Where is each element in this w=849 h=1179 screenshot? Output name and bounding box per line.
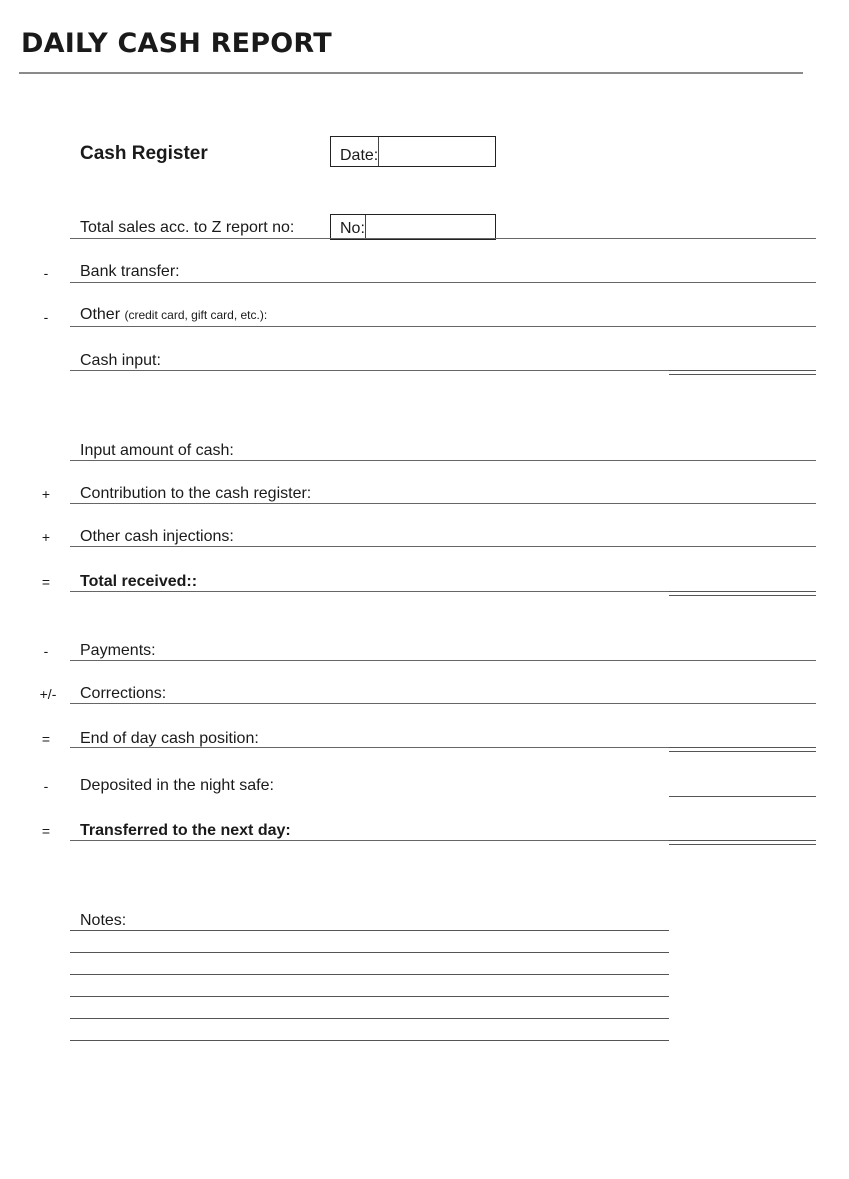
contribution-amount[interactable] [669,481,820,503]
input-amount-of-cash[interactable] [669,438,820,460]
deposited-label: Deposited in the night safe: [80,777,274,794]
other-line [70,326,816,327]
end-of-day-sign: = [41,731,51,747]
contribution-sign: + [41,486,51,502]
other-label-group [80,306,267,324]
section-title-cash-register: Cash Register [80,143,208,164]
cash-input-label: Cash input: [80,352,161,369]
total-sales-label: Total sales acc. to Z report no: [80,219,295,236]
transferred-label: Transferred to the next day: [80,822,291,839]
end-of-day-label: End of day cash position: [80,730,259,747]
total-sales-amount[interactable] [669,216,820,238]
input-amount-label: Input amount of cash: [80,442,234,459]
payments-line [70,660,816,661]
end-of-day-amount[interactable] [669,725,820,747]
transferred-total-underline [669,840,816,845]
notes-line[interactable] [70,996,669,997]
deposited-sign: - [43,778,49,794]
title-divider [19,72,803,74]
corrections-amount[interactable] [669,681,820,703]
transferred-amount[interactable] [669,818,820,840]
bank-transfer-sign: - [43,265,49,281]
total-sales-line [70,238,816,239]
bank-transfer-amount[interactable] [669,260,820,282]
total-received-label: Total received:: [80,573,198,590]
contribution-label: Contribution to the cash register: [80,485,312,502]
payments-label: Payments: [80,642,156,659]
payments-sign: - [43,643,49,659]
notes-line[interactable] [70,974,669,975]
corrections-label: Corrections: [80,685,167,702]
z-report-number-label: No: [331,215,366,239]
total-received-total-underline [669,591,816,596]
other-injections-line [70,546,816,547]
total-received-amount[interactable] [669,569,820,591]
bank-transfer-line [70,282,816,283]
contribution-line [70,503,816,504]
notes-line[interactable] [70,1040,669,1041]
corrections-line [70,703,816,704]
page-title: DAILY CASH REPORT [21,28,332,59]
notes-line[interactable] [70,930,669,931]
input-amount-line [70,460,816,461]
end-of-day-total-underline [669,747,816,752]
deposited-amount[interactable] [669,774,820,796]
notes-line[interactable] [70,952,669,953]
date-field[interactable] [379,137,594,166]
date-box [330,136,496,167]
notes-line[interactable] [70,1018,669,1019]
cash-input-total-underline [669,370,816,375]
other-label: Other [80,306,121,323]
z-report-number-box [330,214,496,240]
total-received-sign: = [41,574,51,590]
other-amount[interactable] [669,304,820,326]
transferred-sign: = [41,823,51,839]
other-label-note: (credit card, gift card, etc.): [124,308,268,322]
bank-transfer-label: Bank transfer: [80,263,180,280]
corrections-sign: +/- [39,686,57,702]
other-injections-label: Other cash injections: [80,528,234,545]
date-label: Date: [331,137,379,166]
notes-label: Notes: [80,912,127,929]
other-injections-amount[interactable] [669,524,820,546]
deposited-underline [669,796,816,797]
other-injections-sign: + [41,529,51,545]
cash-input-amount[interactable] [669,348,820,370]
other-sign: - [43,309,49,325]
payments-amount[interactable] [669,638,820,660]
z-report-number-field[interactable] [366,215,581,239]
